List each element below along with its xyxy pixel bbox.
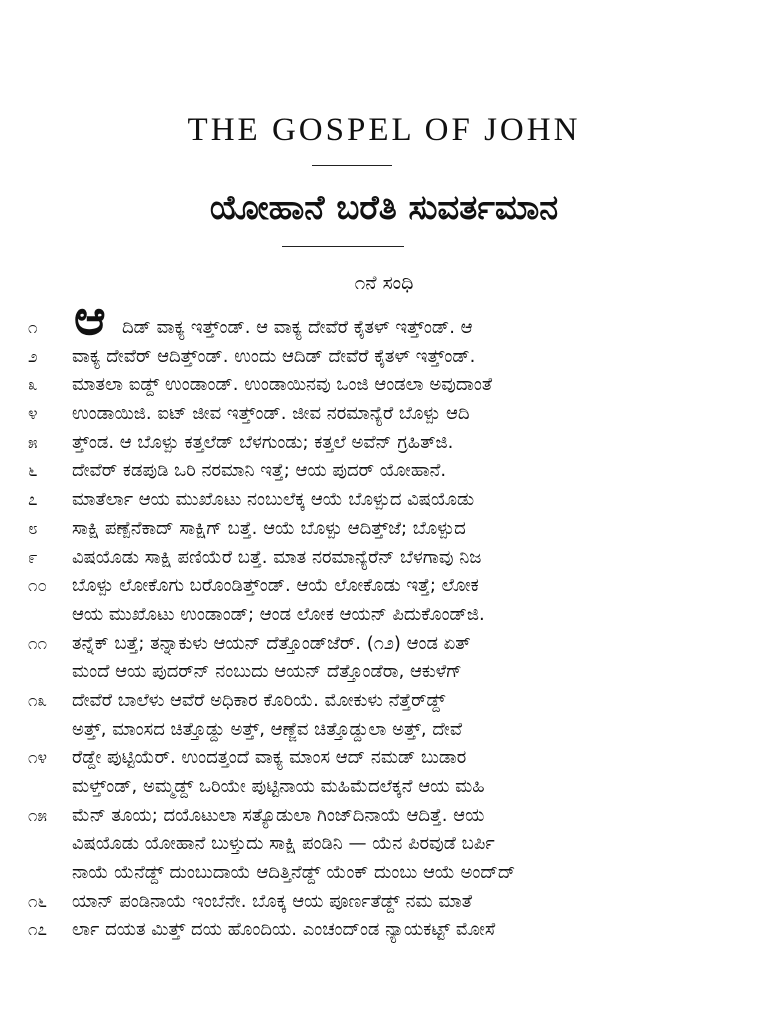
verse-number: ೧೬ — [28, 891, 48, 912]
line-text: ಯಾನ್ ಪಂಡಿನಾಯೆ ಇಂಬೆನೇ. ಬೊಕ್ಕ ಆಯ ಪೂರ್ಣತೆಡ್ದ್ ನಮ ಮಾತೆ — [72, 890, 473, 912]
verse-number: ೧ — [28, 318, 38, 338]
text-line — [0, 773, 768, 802]
line-text: ದಿಡ್ ವಾಕ್ಯ ಇತ್ತ್‌ಂಡ್. ಆ ವಾಕ್ಯ ದೇವೆರೆ ಕೈತಳ್ ಇತ್ತ್‌ಂಡ್. ಆ — [122, 317, 473, 338]
english-title: THE GOSPEL OF JOHN — [187, 112, 581, 148]
drop-cap: ಆ — [74, 290, 106, 346]
scripture-text — [0, 314, 768, 945]
verse-number: ೧೪ — [28, 748, 48, 769]
kannada-title: ಯೋಹಾನೆ ಬರೆತಿ ಸುವರ್ತಮಾನ — [209, 188, 559, 228]
line-text: ರ್ಲಾ ದಯತ ಮಿತ್ತ್ ದಯ ಹೊಂದಿಯ. ಎಂಚಂದ್ಂಡ ನ್ಯಾಯಕಟ್ಟ್ ಮೋಸೆ — [72, 919, 496, 941]
line-text: ಮಳ್ತ್‌ಂಡ್, ಅಮ್ಮಡ್ದ್ ಒರಿಯೇ ಪುಟ್ಟಿನಾಯ ಮಹಿಮೆದಲೆಕ್ಕನೆ ಆಯ ಮಹಿ — [72, 776, 485, 797]
verse-number: ೬ — [28, 461, 38, 482]
verse-number: ೧೫ — [28, 805, 48, 826]
line-text: ಮಾತೆರ್ಲಾ ಆಯ ಮುಖೊಟು ನಂಬುಲೆಕ್ಕ ಆಯೆ ಬೊಳ್ಪುದ ವಿಷಯೊಡು — [72, 489, 475, 511]
text-line — [0, 687, 768, 716]
title-divider-top — [312, 165, 392, 166]
line-text: ಸಾಕ್ಷಿ ಪಣ್ಪೆನೆಕಾದ್ ಸಾಕ್ಷಿಗ್ ಬತ್ತೆ. ಆಯೆ ಬೊಳ್ಪು ಆದಿತ್ತ್‌ಜೆ; ಬೊಳ್ಪುದ — [72, 517, 466, 539]
text-line — [0, 544, 768, 573]
chapter-heading: ೧ನೆ ಸಂಧಿ — [354, 272, 414, 294]
text-line — [0, 744, 768, 773]
text-line — [0, 859, 768, 888]
text-line — [0, 429, 768, 458]
verse-number: ೪ — [28, 404, 38, 425]
verse-number: ೫ — [28, 432, 38, 453]
text-line — [0, 572, 768, 601]
text-line — [0, 916, 768, 945]
line-text: ಮಾತಲಾ ಐಡ್ದ್ ಉಂಡಾಂಡ್. ಉಂಡಾಯಿನವು ಒಂಜಿ ಆಂಡಲಾ ಅವುದಾಂತೆ — [72, 374, 493, 396]
line-text: ರೆಡ್ದೇ ಪುಟ್ಟಿಯೆರ್. ಉಂದತ್ತಂದೆ ವಾಕ್ಯ ಮಾಂಸ ಆದ್ ನಮಡ್ ಬುಡಾರ — [72, 747, 467, 769]
line-text: ತ್ತ್‌ಂಡ. ಆ ಬೊಳ್ಪು ಕತ್ತಲೆಡ್ ಬೆಳಗುಂಡು; ಕತ್ತಲೆ ಅವೆನ್ ಗ್ರಹಿತ್‌ಜಿ. — [72, 431, 454, 453]
text-line — [0, 457, 768, 486]
line-text: ಬೊಳ್ಪು ಲೋಕೊಗು ಬರೊಂಡಿತ್ತ್‌ಂಡ್. ಆಯೆ ಲೋಕೊಡು ಇತ್ತೆ; ಲೋಕ — [72, 575, 479, 597]
text-line — [0, 630, 768, 659]
line-text: ತನ್ನೆಕ್ ಬತ್ತೆ; ತನ್ನಾಕುಳು ಆಯನ್ ದೆತ್ತೊಂಡ್‌ಜೆರ್. (೧೨) ಆಂಡ ಏತ್ — [72, 632, 471, 654]
line-text: ವಿಷಯೊಡು ಯೋಹಾನೆ ಬುಳ್ತುದು ಸಾಕ್ಷಿ ಪಂಡಿನಿ — ಯೆನ ಪಿರವುಡೆ ಬರ್ಪಿ — [72, 833, 495, 855]
text-line — [0, 888, 768, 917]
line-text: ವಿಷಯೊಡು ಸಾಕ್ಷಿ ಪಣಿಯೆರೆ ಬತ್ತೆ. ಮಾತ ನರಮಾನ್ಯೆರೆನ್ ಬೆಳಗಾವು ನಿಜ — [72, 546, 482, 568]
line-text: ಮೆನ್ ತೂಯ; ದಯೊಟುಲಾ ಸತ್ಯೊಡುಲಾ ಗಿಂಜ್‌ದಿನಾಯೆ ಆದಿತ್ತೆ. ಆಯ — [72, 804, 485, 826]
text-line — [0, 802, 768, 831]
text-line — [0, 658, 768, 687]
line-text: ದೇವೆರೆ ಬಾಲೆಳು ಆವೆರೆ ಅಧಿಕಾರ ಕೊರಿಯೆ. ಮೋಕುಳು ನೆತ್ತೆರ್‌ಡ್ದ್ — [72, 689, 446, 711]
text-line — [0, 716, 768, 745]
line-text: ಆಯ ಮುಖೊಟು ಉಂಡಾಂಡ್; ಆಂಡ ಲೋಕ ಆಯನ್ ಪಿದುಕೊಂಡ್‌ಜಿ. — [72, 603, 485, 625]
text-line — [0, 515, 768, 544]
verse-number: ೮ — [28, 518, 38, 539]
verse-number: ೯ — [28, 547, 38, 568]
line-text: ಮಂದೆ ಆಯ ಪುದರ್‌ನ್ ನಂಬುದು ಆಯನ್ ದೆತ್ತೊಂಡೆರಾ, ಆಕುಳೆಗ್ — [72, 661, 462, 683]
text-line — [0, 371, 768, 400]
text-line — [0, 400, 768, 429]
verse-number: ೧೦ — [28, 576, 48, 597]
line-text: ವಾಕ್ಯ ದೇವೆರ್ ಆದಿತ್ತ್‌ಂಡ್. ಉಂದು ಆದಿಡ್ ದೇವೆರೆ ಕೈತಳ್ ಇತ್ತ್‌ಂಡ್. — [72, 345, 476, 367]
verse-number: ೨ — [28, 346, 38, 367]
verse-number: ೧೩ — [28, 690, 48, 711]
verse-number: ೧೭ — [28, 920, 48, 941]
text-line — [0, 343, 768, 372]
text-line — [0, 486, 768, 515]
text-line — [0, 314, 768, 343]
verse-number: ೩ — [28, 375, 38, 396]
line-text: ನಾಯೆ ಯೆನೆಡ್ದ್ ದುಂಬುದಾಯೆ ಆದಿತ್ತಿನೆಡ್ದ್ ಯೆಂಕ್ ದುಂಬು ಆಯೆ ಅಂದ್‌ದ್ — [72, 862, 516, 884]
verse-number: ೭ — [28, 490, 38, 511]
text-line — [0, 830, 768, 859]
verse-number: ೧೧ — [28, 633, 48, 654]
line-text: ಉಂಡಾಯಿಜಿ. ಐಟ್ ಜೀವ ಇತ್ತ್‌ಂಡ್. ಜೀವ ನರಮಾನ್ಯೆರೆ ಬೊಳ್ಪು ಆದಿ — [72, 403, 470, 425]
line-text: ಅತ್ತ್, ಮಾಂಸದ ಚಿತ್ತೊಡ್ದು ಅತ್ತ್, ಆಣ್ಜೆವ ಚಿತ್ತೊಡ್ದುಲಾ ಅತ್ತ್, ದೇವೆ — [72, 718, 463, 740]
line-text: ದೇವೆರ್ ಕಡಪುಡಿ ಒರಿ ನರಮಾನಿ ಇತ್ತೆ; ಆಯ ಪುದರ್ ಯೋಹಾನೆ. — [72, 460, 447, 482]
title-divider-bottom — [282, 246, 404, 247]
text-line — [0, 601, 768, 630]
